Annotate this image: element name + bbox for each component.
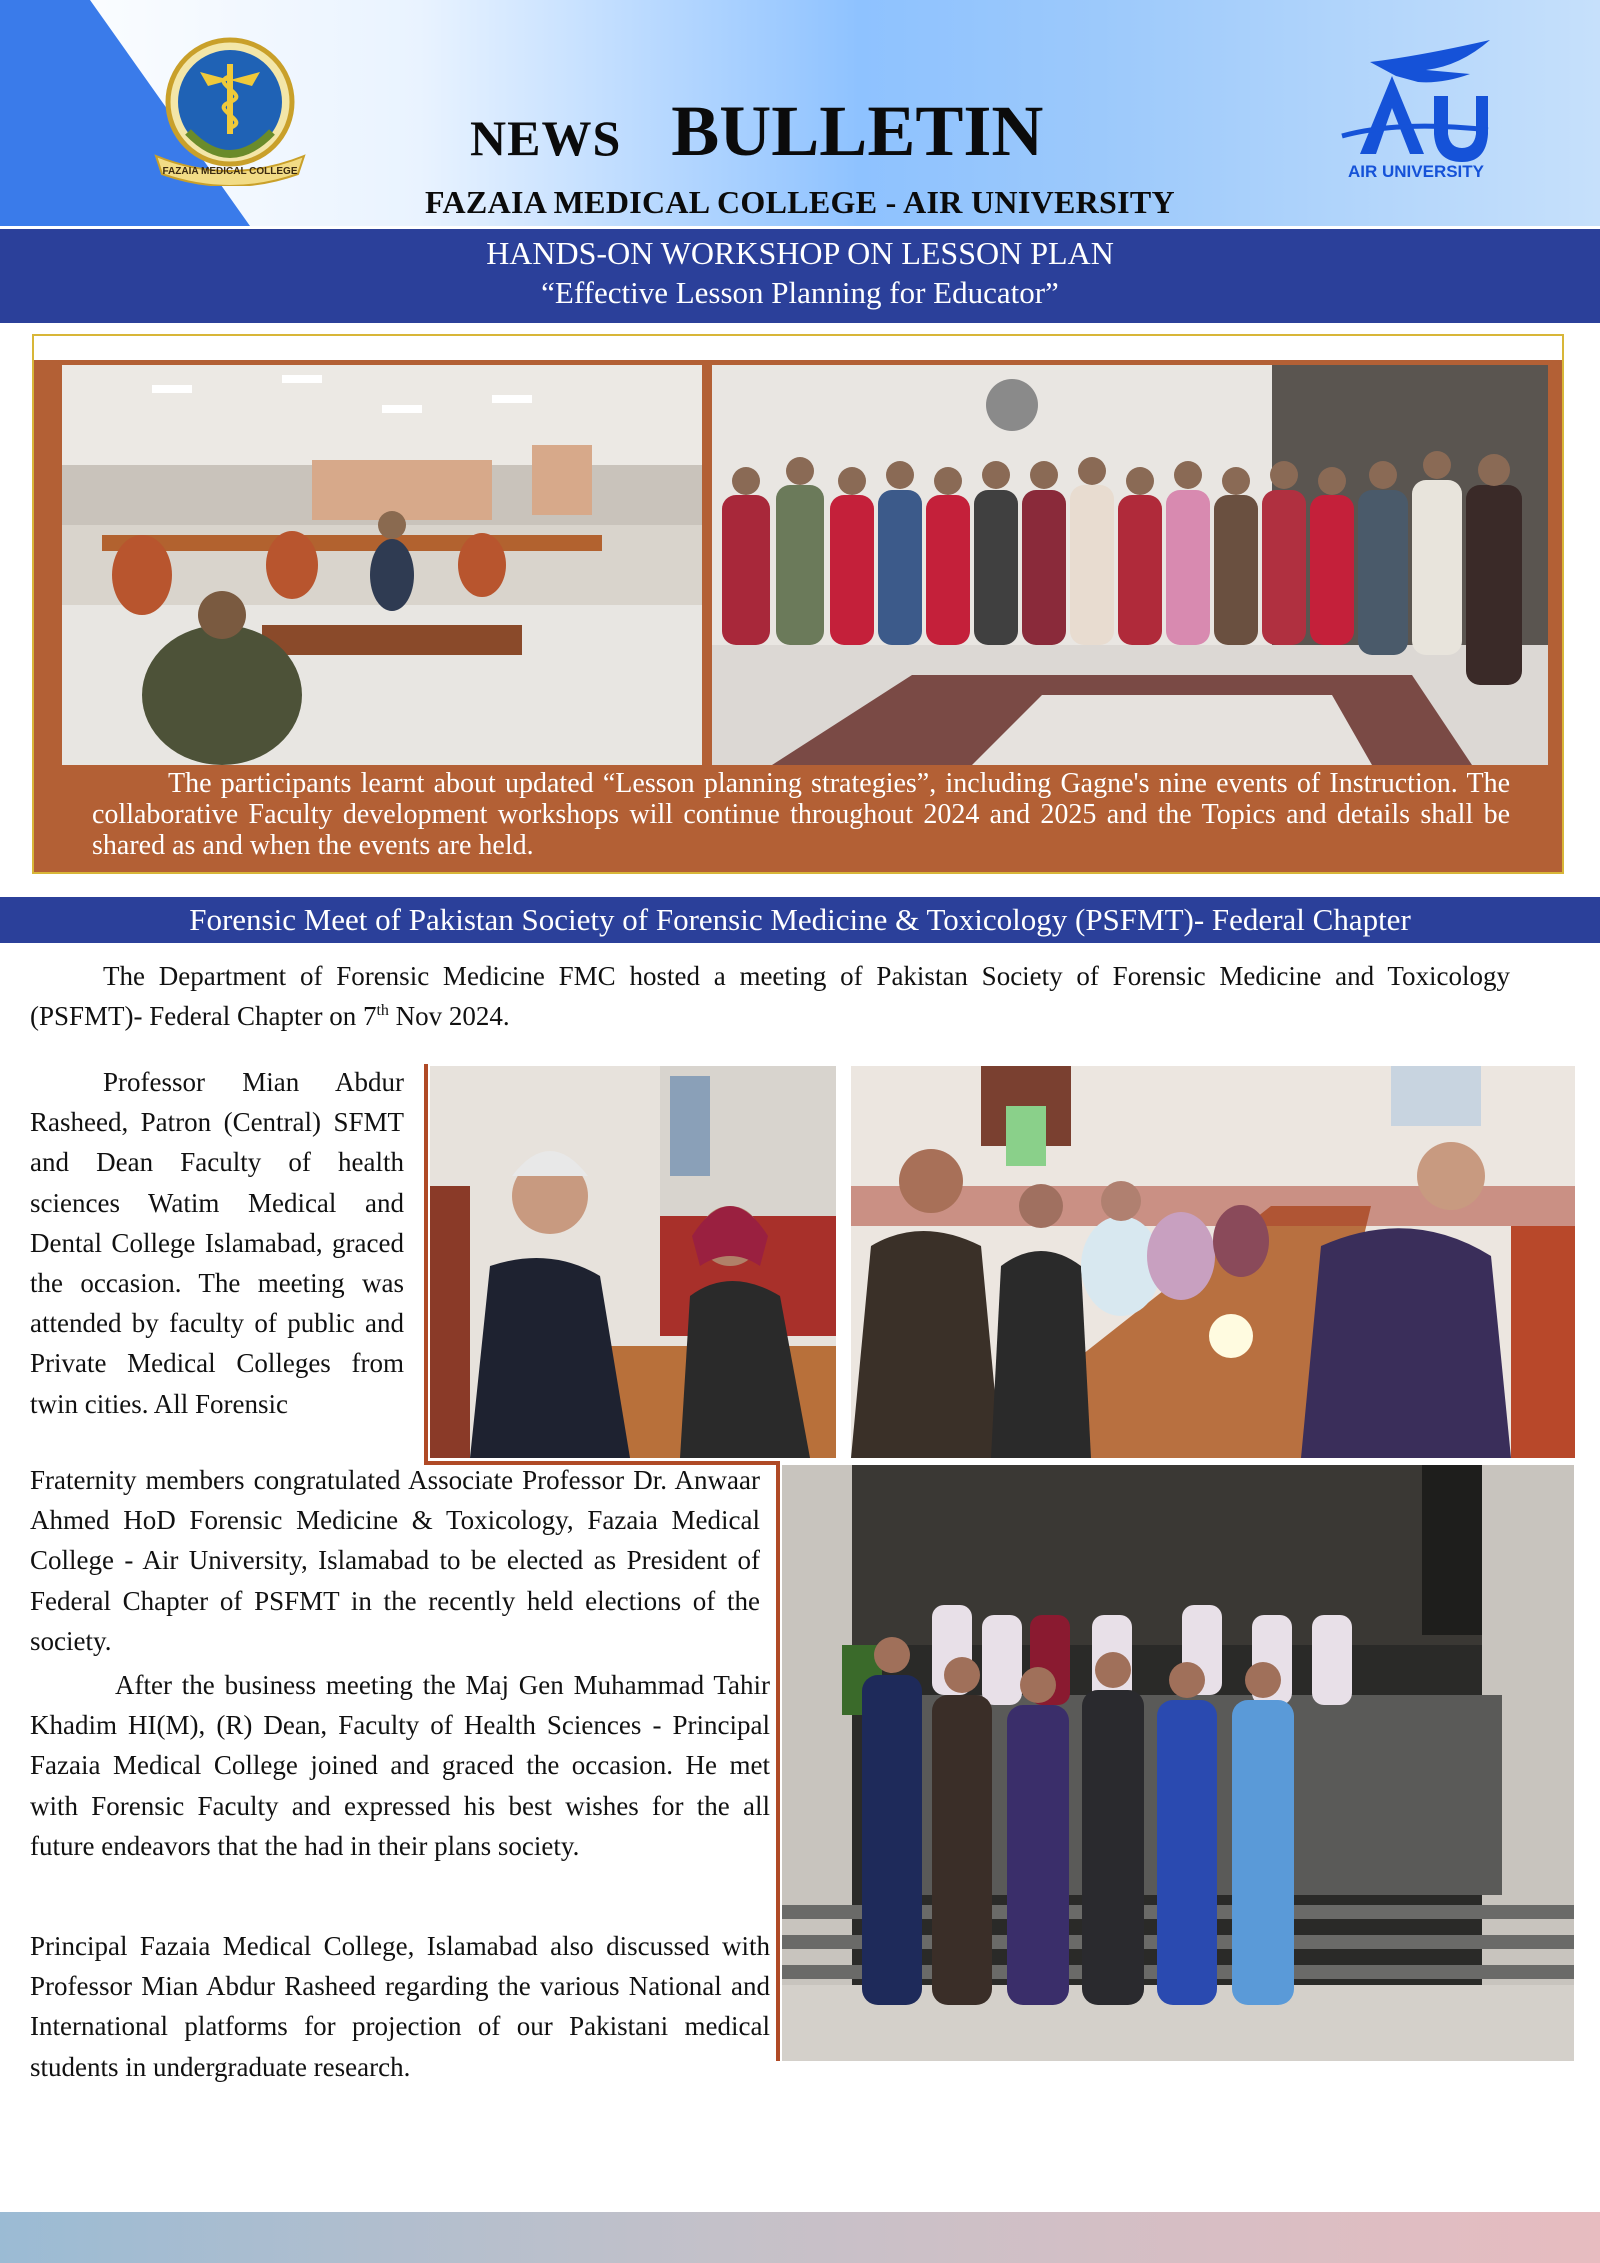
bulletin-title <box>470 90 1044 180</box>
workshop-heading: HANDS-ON WORKSHOP ON LESSON PLAN <box>486 235 1114 271</box>
forensic-group-photo <box>782 1465 1574 2061</box>
workshop-frame-top-strip <box>34 336 1562 360</box>
air-university-logo <box>1330 36 1500 181</box>
forensic-paragraph-1-part-1: Professor Mian Abdur Rasheed, Patron (Central) SFMT and Dean Faculty of health sciences Watim Medical and Dental College Islamabad, graced the occasion. The meeting was attended by faculty of public and Private Medical Colleges from twin cities. All Forensic <box>30 1067 404 1419</box>
forensic-meeting-photo-2 <box>851 1066 1575 1458</box>
forensic-heading: Forensic Meet of Pakistan Society of Forensic Medicine & Toxicology (PSFMT)- Federal Chapter <box>189 902 1411 937</box>
workshop-group-photo <box>708 365 1552 765</box>
forensic-paragraph-2: After the business meeting the Maj Gen Muhammad Tahir Khadim HI(M), (R) Dean, Faculty of Health Sciences - Principal Fazaia Medical College joined and graced the occasion. He met with Forensic Faculty and expressed his best wishes for the all future endeavors that the had in their plans society. <box>30 1670 770 1861</box>
title-word-news: NEWS <box>470 110 622 166</box>
workshop-caption-text: The participants learnt about updated “Lesson planning strategies”, including Gagne's nine events of Instruction. The collaborative Faculty development workshops will continue throughout 2024 and 2025 and the Topics and details shall be shared as and when the events are held. <box>92 768 1510 861</box>
forensic-meeting-photo-1 <box>430 1066 836 1458</box>
left-logo-text: FAZAIA MEDICAL COLLEGE <box>162 166 298 177</box>
forensic-intro-end: Nov 2024. <box>388 1001 510 1032</box>
forensic-banner <box>0 897 1600 943</box>
forensic-paragraph-3: Principal Fazaia Medical College, Islamabad also discussed with Professor Mian Abdur Rasheed regarding the various National and International platforms for projection of our Pakistani medical students in undergraduate research. <box>30 1931 770 2082</box>
date-ordinal-superscript: th <box>376 1002 389 1020</box>
forensic-intro-paragraph <box>30 956 1510 1036</box>
workshop-banner <box>0 229 1600 323</box>
forensic-paragraph-1-part-2: Fraternity members congratulated Associate Professor Dr. Anwaar Ahmed HoD Forensic Medicine & Toxicology, Fazaia Medical College - Air University, Islamabad to be elected as President of Federal Chapter of PSFMT in the recently held elections of the society. <box>30 1465 760 1656</box>
workshop-classroom-photo <box>62 365 702 765</box>
photo-border-line <box>776 1461 780 2061</box>
footer-band <box>0 2212 1600 2263</box>
title-word-bulletin: BULLETIN <box>671 91 1044 171</box>
photo-border-line <box>424 1461 780 1465</box>
forensic-intro-text: The Department of Forensic Medicine FMC hosted a meeting of Pakistan Society of Forensic Medicine and Toxicology (PSFMT)- Federal Chapter on 7 <box>30 961 1510 1032</box>
right-logo-text: AIR UNIVERSITY <box>1347 162 1485 181</box>
photo-border-line <box>424 1064 428 1464</box>
workshop-caption <box>92 768 1510 861</box>
workshop-subheading: “Effective Lesson Planning for Educator” <box>541 275 1059 310</box>
college-name: FAZAIA MEDICAL COLLEGE - AIR UNIVERSITY <box>425 184 1175 220</box>
fazaia-medical-college-logo <box>148 36 312 186</box>
